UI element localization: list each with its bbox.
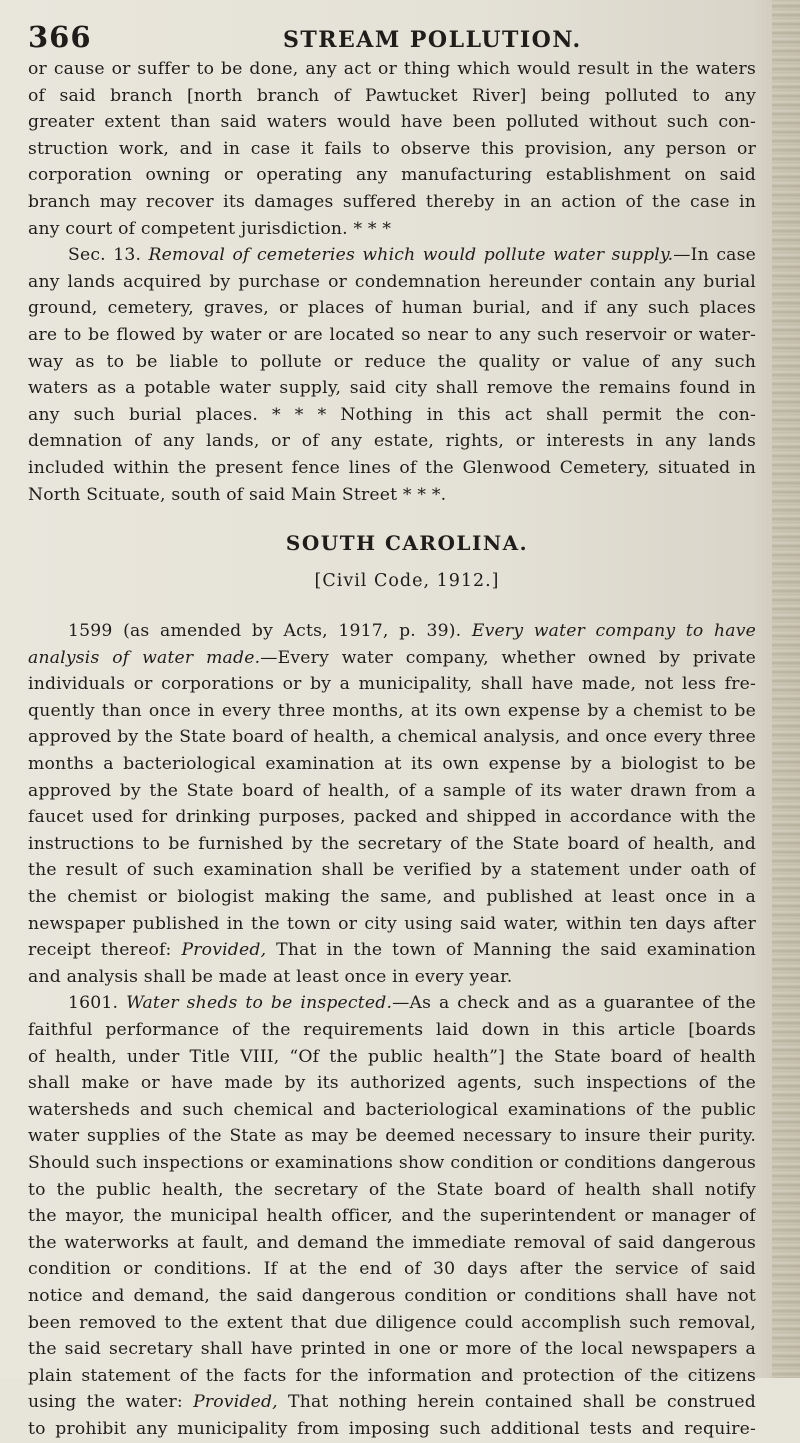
section-1599 [28, 618, 756, 990]
code-heading: [Civil Code, 1912.] [314, 571, 500, 592]
text-line: quently than once in every three months, at its own expense by a chemist to be [28, 700, 756, 721]
section-13 [28, 242, 756, 508]
text-line: the result of such examination shall be verified by a statement under oath of [28, 860, 756, 881]
text-line: demnation of any lands, or of any estate, rights, or interests in any lands [28, 431, 756, 452]
text-line: struction work, and in case it fails to observe this provision, any person or [28, 138, 756, 159]
text-line: approved by the State board of health, a chemical analysis, and once every three [28, 727, 756, 748]
text-line: any such burial places. * * * Nothing in this act shall permit the con- [28, 404, 756, 425]
section-title: Water sheds to be inspected. [118, 993, 393, 1014]
text-line: individuals or corporations or by a municipality, shall have made, not less fre- [28, 674, 756, 695]
text-line: condition or conditions. If at the end of 30 days after the service of said [28, 1259, 756, 1280]
text-line: notice and demand, the said dangerous condition or conditions shall have not [28, 1285, 756, 1306]
text-line: or cause or suffer to be done, any act or thing which would result in the waters [28, 59, 756, 79]
text-line: Sec. 13. Removal of cemeteries which would pollute water supply.—In case [68, 245, 756, 266]
text-line: shall make or have made by its authorized agents, such inspections of the [28, 1073, 756, 1094]
text-line: analysis of water made.—Every water company, whether owned by private [28, 647, 756, 668]
text-line: been removed to the extent that due diligence could accomplish such removal, [28, 1312, 756, 1333]
text-line: newspaper published in the town or city using said water, within ten days after [28, 913, 756, 934]
text-line: included within the present fence lines of the Glenwood Cemetery, situated in [28, 457, 756, 478]
text-line: instructions to be furnished by the secretary of the State board of health, and [28, 833, 756, 854]
text-line: the mayor, the municipal health officer, and the superintendent or manager of [28, 1206, 756, 1227]
text-line: any lands acquired by purchase or condemnation hereunder contain any burial [28, 271, 756, 292]
text-line: the waterworks at fault, and demand the immediate removal of said dangerous [28, 1232, 756, 1253]
text-line: waters as a potable water supply, said city shall remove the remains found in [28, 378, 756, 399]
body-text [28, 56, 756, 1443]
text-line: faithful performance of the requirements laid down in this article [boards [28, 1020, 756, 1040]
text-line: using the water: Provided, That nothing herein contained shall be construed [28, 1392, 756, 1413]
text-line: to the public health, the secretary of the State board of health shall notify [28, 1179, 756, 1200]
text-line [28, 618, 756, 645]
paragraph-continuation [28, 56, 756, 242]
text-line: to prohibit any municipality from imposing such additional tests and require- [28, 1418, 756, 1439]
text-line: Should such inspections or examinations show condition or conditions dangerous [28, 1152, 756, 1173]
text-line: way as to be liable to pollute or reduce the quality or value of any such [28, 351, 756, 372]
section-number: Sec. 13. [68, 245, 142, 266]
section-number: 1599 (as amended by Acts, 1917, p. 39). [68, 621, 462, 642]
text-line: receipt thereof: Provided, That in the town of Manning the said examination [28, 940, 756, 961]
section-title: Removal of cemeteries which would pollute water supply. [141, 245, 674, 266]
section-1601 [28, 990, 756, 1442]
text-line: greater extent than said waters would have been polluted without such con- [28, 112, 756, 133]
section-title: Every water company to have [461, 621, 756, 642]
text-line: plain statement of the facts for the information and protection of the citizens [28, 1365, 756, 1386]
text-line: the chemist or biologist making the same, and published at least once in a [28, 887, 756, 908]
text-line: water supplies of the State as may be deemed necessary to insure their purity. [28, 1126, 756, 1147]
text-line: 1601. Water sheds to be inspected.—As a check and as a guarantee of the [68, 993, 756, 1014]
text-line: branch may recover its damages suffered thereby in an action of the case in [28, 191, 756, 212]
running-head: STREAM POLLUTION. [283, 27, 582, 53]
text-line: North Scituate, south of said Main Street * * *. [28, 484, 447, 505]
text-line: approved by the State board of health, of a sample of its water drawn from a [28, 780, 756, 801]
text-line: are to be flowed by water or are located so near to any such reservoir or water- [28, 324, 756, 345]
text-line: faucet used for drinking purposes, packed and shipped in accordance with the [28, 807, 756, 828]
text-line: corporation owning or operating any manufacturing establishment on said [28, 165, 756, 186]
page-edge [772, 0, 800, 1378]
section-number: 1601. [68, 993, 119, 1014]
text-line: ground, cemetery, graves, or places of human burial, and if any such places [28, 298, 756, 319]
state-heading: SOUTH CAROLINA. [285, 531, 529, 556]
page-number: 366 [28, 20, 92, 54]
section-title: analysis of water made. [28, 647, 261, 668]
text-line: months a bacteriological examination at its own expense by a biologist to be [28, 754, 756, 775]
text-line: any court of competent jurisdiction. * * * [28, 218, 392, 239]
text-line: of health, under Title VIII, “Of the public health”] the State board of health [28, 1046, 756, 1067]
text-line: of said branch [north branch of Pawtucket River] being polluted to any [28, 85, 756, 106]
text-line: and analysis shall be made at least once in every year. [28, 966, 513, 987]
text-line: the said secretary shall have printed in one or more of the local newspapers a [28, 1339, 756, 1360]
text-line: watersheds and such chemical and bacteriological examinations of the public [28, 1099, 756, 1120]
